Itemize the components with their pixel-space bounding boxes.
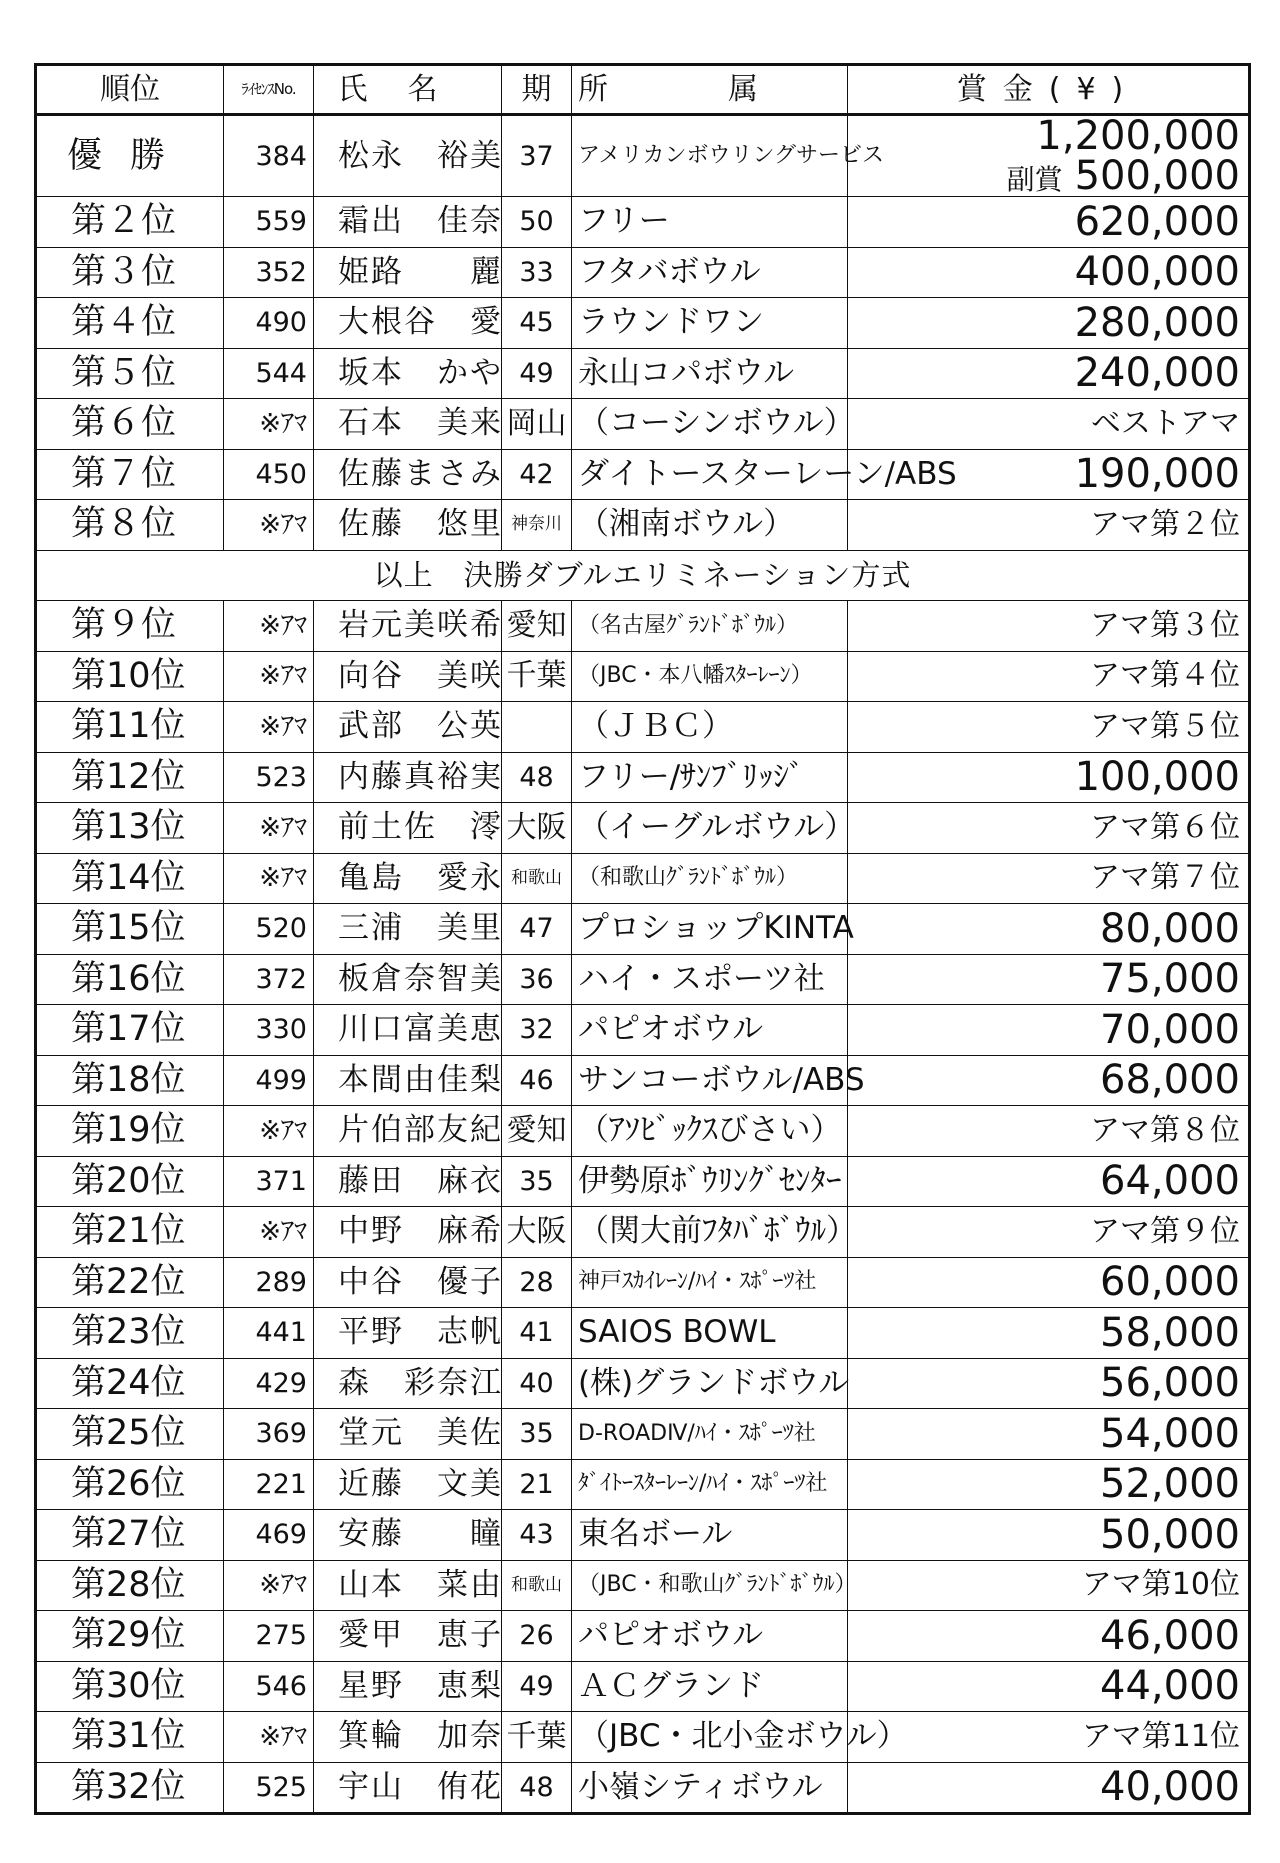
club-cell: 永山コパボウル: [572, 348, 848, 399]
finals-note-row: [36, 550, 1250, 601]
name-cell: 中谷 優子: [314, 1257, 502, 1308]
name-cell: 森 彩奈江: [314, 1358, 502, 1409]
period-cell: 千葉: [502, 651, 572, 702]
name-cell: 亀島 愛永: [314, 853, 502, 904]
period-cell: 35: [502, 1156, 572, 1207]
period-cell: 岡山: [502, 399, 572, 450]
rank-cell: 第20位: [36, 1156, 224, 1207]
license-cell: 490: [224, 298, 314, 349]
rank-cell: 第32位: [36, 1762, 224, 1814]
table-row: [36, 853, 1250, 904]
club-cell: 小嶺シティボウル: [572, 1762, 848, 1814]
prize-cell: アマ第７位: [848, 853, 1250, 904]
club-cell: プロショップKINTA: [572, 904, 848, 955]
prize-cell: 50,000: [848, 1510, 1250, 1561]
license-cell: ※ｱﾏ: [224, 1712, 314, 1763]
period-cell: 21: [502, 1459, 572, 1510]
rank-cell: 第19位: [36, 1106, 224, 1157]
name-cell: 本間由佳梨: [314, 1055, 502, 1106]
name-cell: 愛甲 恵子: [314, 1611, 502, 1662]
license-cell: 372: [224, 954, 314, 1005]
license-cell: 499: [224, 1055, 314, 1106]
rank-cell: 第23位: [36, 1308, 224, 1359]
table-row: [36, 1005, 1250, 1056]
rank-cell: 第２位: [36, 197, 224, 248]
name-cell: 箕輪 加奈: [314, 1712, 502, 1763]
table-row: [36, 197, 1250, 248]
table-row: [36, 1055, 1250, 1106]
prize-cell: 280,000: [848, 298, 1250, 349]
prize-cell: 400,000: [848, 247, 1250, 298]
rank-cell: 第26位: [36, 1459, 224, 1510]
prize-cell: アマ第５位: [848, 702, 1250, 753]
prize-cell: ベストアマ: [848, 399, 1250, 450]
license-cell: ※ｱﾏ: [224, 500, 314, 551]
club-cell: ＡＣグランド: [572, 1661, 848, 1712]
club-cell: （イーグルボウル）: [572, 803, 848, 854]
finals-note: 以上 決勝ダブルエリミネーション方式: [36, 550, 1250, 601]
prize-cell: 80,000: [848, 904, 1250, 955]
rank-cell: 第７位: [36, 449, 224, 500]
period-cell: 愛知: [502, 1106, 572, 1157]
rank-cell: 第29位: [36, 1611, 224, 1662]
license-cell: ※ｱﾏ: [224, 601, 314, 652]
prize-cell: アマ第９位: [848, 1207, 1250, 1258]
license-cell: 289: [224, 1257, 314, 1308]
period-cell: 47: [502, 904, 572, 955]
prize-cell: 620,000: [848, 197, 1250, 248]
period-cell: 43: [502, 1510, 572, 1561]
club-cell: フリー/ｻﾝﾌﾞﾘｯｼﾞ: [572, 752, 848, 803]
prize-cell: 56,000: [848, 1358, 1250, 1409]
period-cell: [502, 702, 572, 753]
rank-cell: 第10位: [36, 651, 224, 702]
club-cell: ダイトースターレーン/ABS: [572, 449, 848, 500]
table-row: [36, 1661, 1250, 1712]
table-row: [36, 702, 1250, 753]
license-cell: 523: [224, 752, 314, 803]
rank-cell: 第８位: [36, 500, 224, 551]
license-cell: 520: [224, 904, 314, 955]
period-cell: 49: [502, 1661, 572, 1712]
period-cell: 42: [502, 449, 572, 500]
rank-cell: 優勝: [36, 115, 224, 197]
prize-cell: 68,000: [848, 1055, 1250, 1106]
period-cell: 和歌山: [502, 853, 572, 904]
name-cell: 佐藤 悠里: [314, 500, 502, 551]
club-cell: （ｱｿﾋﾞｯｸｽびさい）: [572, 1106, 848, 1157]
license-cell: 559: [224, 197, 314, 248]
club-cell: アメリカンボウリングサービス: [572, 115, 848, 197]
rank-cell: 第18位: [36, 1055, 224, 1106]
club-cell: （JBC・北小金ボウル）: [572, 1712, 848, 1763]
name-cell: 中野 麻希: [314, 1207, 502, 1258]
table-row: [36, 1762, 1250, 1814]
club-cell: （名古屋ｸﾞﾗﾝﾄﾞﾎﾞｳﾙ）: [572, 601, 848, 652]
club-cell: （和歌山ｸﾞﾗﾝﾄﾞﾎﾞｳﾙ）: [572, 853, 848, 904]
club-cell: D-ROADⅣ/ﾊｲ・ｽﾎﾟｰﾂ社: [572, 1409, 848, 1460]
rank-cell: 第14位: [36, 853, 224, 904]
club-cell: パピオボウル: [572, 1005, 848, 1056]
license-cell: 525: [224, 1762, 314, 1814]
club-cell: フタバボウル: [572, 247, 848, 298]
table-row: [36, 954, 1250, 1005]
rank-cell: 第30位: [36, 1661, 224, 1712]
table-row: [36, 1207, 1250, 1258]
name-cell: 堂元 美佐: [314, 1409, 502, 1460]
period-cell: 愛知: [502, 601, 572, 652]
rank-cell: 第22位: [36, 1257, 224, 1308]
prize-cell: アマ第３位: [848, 601, 1250, 652]
prize-cell: 100,000: [848, 752, 1250, 803]
name-cell: 星野 恵梨: [314, 1661, 502, 1712]
club-cell: フリー: [572, 197, 848, 248]
table-row: [36, 500, 1250, 551]
license-cell: ※ｱﾏ: [224, 1106, 314, 1157]
prize-cell: アマ第11位: [848, 1712, 1250, 1763]
rank-cell: 第13位: [36, 803, 224, 854]
license-cell: 221: [224, 1459, 314, 1510]
table-row: [36, 1156, 1250, 1207]
period-cell: 32: [502, 1005, 572, 1056]
header-club: 所属: [572, 65, 848, 115]
header-name: 氏名: [314, 65, 502, 115]
prize-cell: 60,000: [848, 1257, 1250, 1308]
table-row: [36, 1611, 1250, 1662]
prize-cell: 40,000: [848, 1762, 1250, 1814]
period-cell: 37: [502, 115, 572, 197]
license-cell: ※ｱﾏ: [224, 1560, 314, 1611]
club-cell: (株)グランドボウル: [572, 1358, 848, 1409]
club-cell: 伊勢原ﾎﾞｳﾘﾝｸﾞｾﾝﾀｰ: [572, 1156, 848, 1207]
name-cell: 佐藤まさみ: [314, 449, 502, 500]
license-cell: 371: [224, 1156, 314, 1207]
prize-cell: 70,000: [848, 1005, 1250, 1056]
table-row: [36, 1510, 1250, 1561]
club-cell: （関大前ﾌﾀﾊﾞﾎﾞｳﾙ）: [572, 1207, 848, 1258]
rank-cell: 第11位: [36, 702, 224, 753]
club-cell: （湘南ボウル）: [572, 500, 848, 551]
period-cell: 和歌山: [502, 1560, 572, 1611]
period-cell: 大阪: [502, 803, 572, 854]
period-cell: 48: [502, 1762, 572, 1814]
name-cell: 片伯部友紀: [314, 1106, 502, 1157]
license-cell: 369: [224, 1409, 314, 1460]
header-license: ﾗｲｾﾝｽNo.: [224, 65, 314, 115]
rank-cell: 第27位: [36, 1510, 224, 1561]
header-period: 期: [502, 65, 572, 115]
name-cell: 大根谷 愛: [314, 298, 502, 349]
license-cell: 275: [224, 1611, 314, 1662]
header-row: [36, 65, 1250, 115]
license-cell: ※ｱﾏ: [224, 651, 314, 702]
name-cell: 安藤 瞳: [314, 1510, 502, 1561]
license-cell: 429: [224, 1358, 314, 1409]
name-cell: 霜出 佳奈: [314, 197, 502, 248]
prize-cell: アマ第２位: [848, 500, 1250, 551]
club-cell: （コーシンボウル）: [572, 399, 848, 450]
license-cell: 469: [224, 1510, 314, 1561]
license-cell: 384: [224, 115, 314, 197]
license-cell: 441: [224, 1308, 314, 1359]
table-row: [36, 752, 1250, 803]
table-row: [36, 1257, 1250, 1308]
table-row: [36, 651, 1250, 702]
rank-cell: 第24位: [36, 1358, 224, 1409]
license-cell: ※ｱﾏ: [224, 853, 314, 904]
prize-cell: 54,000: [848, 1409, 1250, 1460]
license-cell: ※ｱﾏ: [224, 399, 314, 450]
name-cell: 姫路 麗: [314, 247, 502, 298]
name-cell: 前土佐 澪: [314, 803, 502, 854]
period-cell: 49: [502, 348, 572, 399]
name-cell: 三浦 美里: [314, 904, 502, 955]
license-cell: 544: [224, 348, 314, 399]
license-cell: ※ｱﾏ: [224, 1207, 314, 1258]
results-table: [34, 63, 1251, 1815]
rank-cell: 第16位: [36, 954, 224, 1005]
club-cell: ﾀﾞｲﾄｰｽﾀｰﾚｰﾝ/ﾊｲ・ｽﾎﾟｰﾂ社: [572, 1459, 848, 1510]
club-cell: パピオボウル: [572, 1611, 848, 1662]
prize-cell: アマ第10位: [848, 1560, 1250, 1611]
name-cell: 向谷 美咲: [314, 651, 502, 702]
license-cell: 330: [224, 1005, 314, 1056]
period-cell: 大阪: [502, 1207, 572, 1258]
prize-cell: 52,000: [848, 1459, 1250, 1510]
prize-cell: 44,000: [848, 1661, 1250, 1712]
header-prize: 賞金(¥): [848, 65, 1250, 115]
club-cell: SAIOS BOWL: [572, 1308, 848, 1359]
prize-cell: 240,000: [848, 348, 1250, 399]
rank-cell: 第４位: [36, 298, 224, 349]
header-rank: 順位: [36, 65, 224, 115]
table-row: [36, 601, 1250, 652]
period-cell: 50: [502, 197, 572, 248]
period-cell: 41: [502, 1308, 572, 1359]
period-cell: 26: [502, 1611, 572, 1662]
period-cell: 千葉: [502, 1712, 572, 1763]
license-cell: 546: [224, 1661, 314, 1712]
license-cell: 352: [224, 247, 314, 298]
period-cell: 48: [502, 752, 572, 803]
table-row: [36, 247, 1250, 298]
table-row: [36, 803, 1250, 854]
table-row: [36, 298, 1250, 349]
prize-cell: 64,000: [848, 1156, 1250, 1207]
table-row: [36, 1560, 1250, 1611]
table-row: [36, 1712, 1250, 1763]
club-cell: 東名ボール: [572, 1510, 848, 1561]
table-row: [36, 1308, 1250, 1359]
club-cell: （JBC・本八幡ｽﾀｰﾚｰﾝ）: [572, 651, 848, 702]
license-cell: ※ｱﾏ: [224, 803, 314, 854]
period-cell: 46: [502, 1055, 572, 1106]
table-row: [36, 904, 1250, 955]
name-cell: 宇山 侑花: [314, 1762, 502, 1814]
name-cell: 石本 美来: [314, 399, 502, 450]
period-cell: 神奈川: [502, 500, 572, 551]
name-cell: 板倉奈智美: [314, 954, 502, 1005]
rank-cell: 第21位: [36, 1207, 224, 1258]
sub-prize-value: 500,000: [1074, 153, 1240, 199]
name-cell: 藤田 麻衣: [314, 1156, 502, 1207]
prize-cell: 190,000: [848, 449, 1250, 500]
table-row: [36, 1459, 1250, 1510]
rank-cell: 第６位: [36, 399, 224, 450]
rank-cell: 第９位: [36, 601, 224, 652]
prize-cell: アマ第８位: [848, 1106, 1250, 1157]
table-row: [36, 449, 1250, 500]
name-cell: 武部 公英: [314, 702, 502, 753]
name-cell: 近藤 文美: [314, 1459, 502, 1510]
period-cell: 28: [502, 1257, 572, 1308]
rank-cell: 第３位: [36, 247, 224, 298]
table-row: [36, 1106, 1250, 1157]
prize-cell: アマ第６位: [848, 803, 1250, 854]
club-cell: 神戸ｽｶｲﾚｰﾝ/ﾊｲ・ｽﾎﾟｰﾂ社: [572, 1257, 848, 1308]
prize-cell: 58,000: [848, 1308, 1250, 1359]
rank-cell: 第５位: [36, 348, 224, 399]
name-cell: 平野 志帆: [314, 1308, 502, 1359]
prize-cell: 75,000: [848, 954, 1250, 1005]
period-cell: 36: [502, 954, 572, 1005]
prize-cell: [848, 115, 1250, 197]
club-cell: ハイ・スポーツ社: [572, 954, 848, 1005]
club-cell: サンコーボウル/ABS: [572, 1055, 848, 1106]
prize-cell: アマ第４位: [848, 651, 1250, 702]
name-cell: 内藤真裕実: [314, 752, 502, 803]
sub-prize-label: 副賞: [1006, 163, 1063, 196]
period-cell: 45: [502, 298, 572, 349]
rank-cell: 第31位: [36, 1712, 224, 1763]
club-cell: （JBC・和歌山ｸﾞﾗﾝﾄﾞﾎﾞｳﾙ）: [572, 1560, 848, 1611]
license-cell: 450: [224, 449, 314, 500]
club-cell: （ＪＢＣ）: [572, 702, 848, 753]
rank-cell: 第17位: [36, 1005, 224, 1056]
rank-cell: 第12位: [36, 752, 224, 803]
license-cell: ※ｱﾏ: [224, 702, 314, 753]
rank-cell: 第28位: [36, 1560, 224, 1611]
name-cell: 山本 菜由: [314, 1560, 502, 1611]
name-cell: 岩元美咲希: [314, 601, 502, 652]
champion-row: [36, 115, 1250, 197]
period-cell: 33: [502, 247, 572, 298]
rank-cell: 第25位: [36, 1409, 224, 1460]
name-cell: 松永 裕美: [314, 115, 502, 197]
table-row: [36, 1358, 1250, 1409]
champion-prize: 1,200,000: [1036, 113, 1240, 159]
table-row: [36, 1409, 1250, 1460]
period-cell: 35: [502, 1409, 572, 1460]
name-cell: 川口富美恵: [314, 1005, 502, 1056]
club-cell: ラウンドワン: [572, 298, 848, 349]
period-cell: 40: [502, 1358, 572, 1409]
prize-cell: 46,000: [848, 1611, 1250, 1662]
name-cell: 坂本 かや: [314, 348, 502, 399]
rank-cell: 第15位: [36, 904, 224, 955]
table-row: [36, 399, 1250, 450]
table-row: [36, 348, 1250, 399]
